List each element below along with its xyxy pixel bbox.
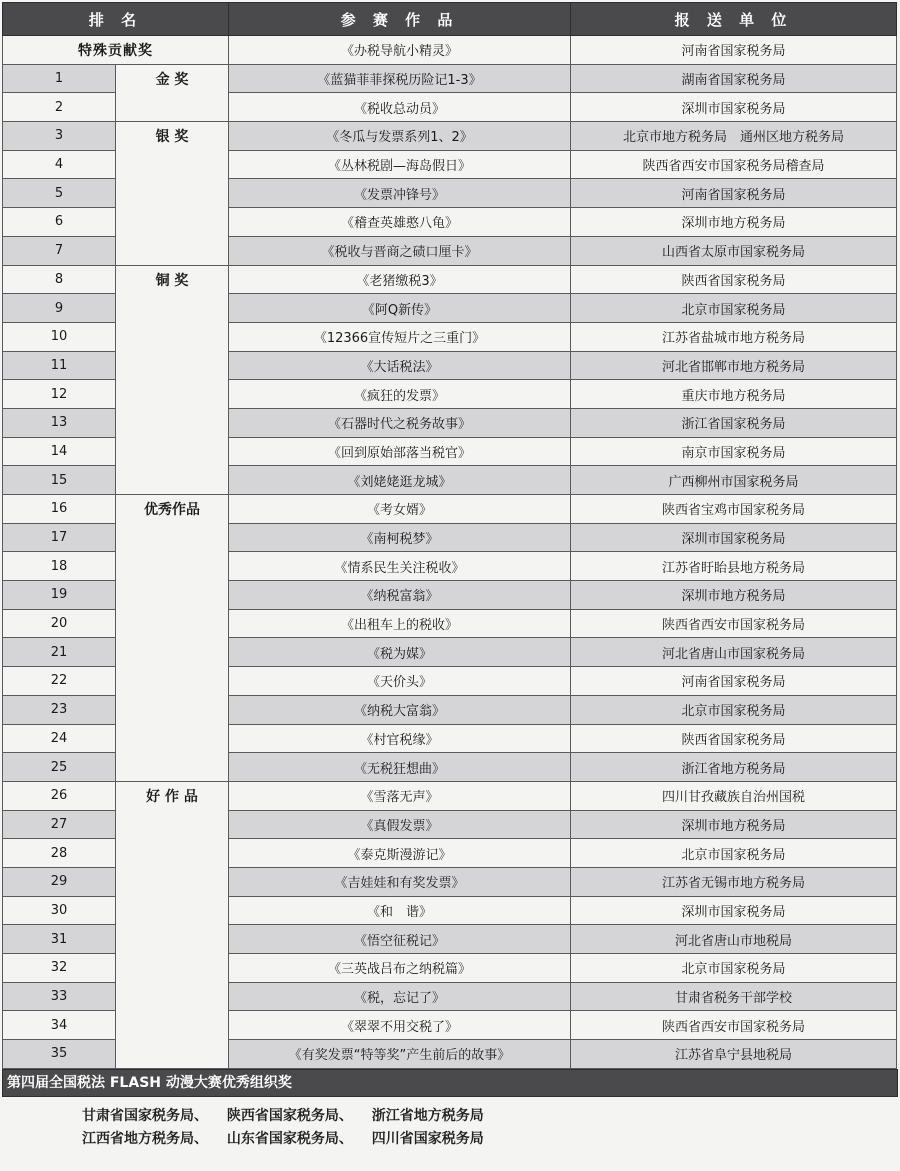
unit-cell: 四川甘孜藏族自治州国税 bbox=[571, 781, 897, 810]
rank-cell: 26 bbox=[3, 781, 116, 810]
unit-cell: 深圳市国家税务局 bbox=[571, 93, 897, 122]
work-cell: 《三英战吕布之纳税篇》 bbox=[229, 954, 571, 983]
category-cell bbox=[116, 867, 229, 896]
organization-item: 江西省地方税务局、 bbox=[82, 1130, 208, 1147]
work-cell: 《吉娃娃和有奖发票》 bbox=[229, 867, 571, 896]
category-cell bbox=[116, 236, 229, 265]
work-cell: 《稽查英雄憨八龟》 bbox=[229, 208, 571, 237]
category-label-gold: 金 奖 bbox=[116, 64, 229, 93]
rank-cell: 3 bbox=[3, 122, 116, 151]
table-row bbox=[3, 954, 897, 983]
table-row bbox=[3, 781, 897, 810]
unit-cell: 陕西省国家税务局 bbox=[571, 265, 897, 294]
work-header: 参 赛 作 品 bbox=[229, 3, 571, 36]
unit-cell: 北京市国家税务局 bbox=[571, 294, 897, 323]
unit-cell: 江苏省盱眙县地方税务局 bbox=[571, 552, 897, 581]
special-award-work: 《办税导航小精灵》 bbox=[229, 36, 571, 65]
work-cell: 《税为媒》 bbox=[229, 638, 571, 667]
results-page bbox=[2, 2, 898, 1151]
rank-cell: 15 bbox=[3, 466, 116, 495]
table-row bbox=[3, 236, 897, 265]
rank-cell: 30 bbox=[3, 896, 116, 925]
rank-cell: 2 bbox=[3, 93, 116, 122]
table-header-row bbox=[3, 3, 897, 36]
table-row bbox=[3, 982, 897, 1011]
table-row bbox=[3, 495, 897, 524]
special-award-row bbox=[3, 36, 897, 65]
category-cell bbox=[116, 208, 229, 237]
table-row bbox=[3, 552, 897, 581]
work-cell: 《翠翠不用交税了》 bbox=[229, 1011, 571, 1040]
category-label-bronze: 铜 奖 bbox=[116, 265, 229, 294]
category-cell bbox=[116, 753, 229, 782]
results-body bbox=[3, 36, 897, 1069]
work-cell: 《真假发票》 bbox=[229, 810, 571, 839]
unit-cell: 河南省国家税务局 bbox=[571, 179, 897, 208]
unit-cell: 浙江省国家税务局 bbox=[571, 408, 897, 437]
rank-cell: 1 bbox=[3, 64, 116, 93]
unit-cell: 浙江省地方税务局 bbox=[571, 753, 897, 782]
rank-cell: 20 bbox=[3, 609, 116, 638]
table-row bbox=[3, 408, 897, 437]
rank-cell: 12 bbox=[3, 380, 116, 409]
rank-cell: 11 bbox=[3, 351, 116, 380]
work-cell: 《老猪缴税3》 bbox=[229, 265, 571, 294]
rank-cell: 18 bbox=[3, 552, 116, 581]
organization-award-title: 第四届全国税法 FLASH 动漫大赛优秀组织奖 bbox=[2, 1069, 898, 1097]
rank-cell: 9 bbox=[3, 294, 116, 323]
organization-line-2 bbox=[82, 1128, 898, 1151]
work-cell: 《刘姥姥逛龙城》 bbox=[229, 466, 571, 495]
work-cell: 《回到原始部落当税官》 bbox=[229, 437, 571, 466]
category-cell bbox=[116, 322, 229, 351]
table-row bbox=[3, 695, 897, 724]
organization-item: 山东省国家税务局、 bbox=[226, 1130, 353, 1147]
category-cell bbox=[116, 839, 229, 868]
table-row bbox=[3, 724, 897, 753]
unit-cell: 深圳市地方税务局 bbox=[571, 810, 897, 839]
unit-cell: 北京市国家税务局 bbox=[571, 954, 897, 983]
rank-cell: 25 bbox=[3, 753, 116, 782]
category-cell bbox=[116, 724, 229, 753]
rank-cell: 32 bbox=[3, 954, 116, 983]
rank-cell: 7 bbox=[3, 236, 116, 265]
rank-cell: 29 bbox=[3, 867, 116, 896]
rank-cell: 13 bbox=[3, 408, 116, 437]
table-row bbox=[3, 208, 897, 237]
table-row bbox=[3, 351, 897, 380]
work-cell: 《南柯税梦》 bbox=[229, 523, 571, 552]
table-row bbox=[3, 150, 897, 179]
table-row bbox=[3, 896, 897, 925]
category-cell bbox=[116, 523, 229, 552]
rank-cell: 5 bbox=[3, 179, 116, 208]
unit-cell: 山西省太原市国家税务局 bbox=[571, 236, 897, 265]
category-cell bbox=[116, 925, 229, 954]
table-row bbox=[3, 523, 897, 552]
rank-cell: 33 bbox=[3, 982, 116, 1011]
unit-cell: 深圳市国家税务局 bbox=[571, 896, 897, 925]
unit-cell: 湖南省国家税务局 bbox=[571, 64, 897, 93]
unit-cell: 河北省邯郸市地方税务局 bbox=[571, 351, 897, 380]
category-cell bbox=[116, 954, 229, 983]
unit-cell: 江苏省无锡市地方税务局 bbox=[571, 867, 897, 896]
work-cell: 《丛林税剧—海岛假日》 bbox=[229, 150, 571, 179]
rank-cell: 22 bbox=[3, 667, 116, 696]
work-cell: 《石器时代之税务故事》 bbox=[229, 408, 571, 437]
unit-cell: 广西柳州市国家税务局 bbox=[571, 466, 897, 495]
table-row bbox=[3, 867, 897, 896]
unit-cell: 北京市国家税务局 bbox=[571, 695, 897, 724]
table-row bbox=[3, 322, 897, 351]
special-award-unit: 河南省国家税务局 bbox=[571, 36, 897, 65]
table-row bbox=[3, 925, 897, 954]
rank-cell: 6 bbox=[3, 208, 116, 237]
category-label-excellent: 优秀作品 bbox=[116, 495, 229, 524]
unit-cell: 陕西省国家税务局 bbox=[571, 724, 897, 753]
unit-cell: 陕西省宝鸡市国家税务局 bbox=[571, 495, 897, 524]
category-label-silver: 银 奖 bbox=[116, 122, 229, 151]
table-row bbox=[3, 1011, 897, 1040]
unit-cell: 北京市地方税务局 通州区地方税务局 bbox=[571, 122, 897, 151]
category-cell bbox=[116, 667, 229, 696]
rank-cell: 4 bbox=[3, 150, 116, 179]
category-label-good: 好 作 品 bbox=[116, 781, 229, 810]
category-cell bbox=[116, 638, 229, 667]
unit-cell: 深圳市地方税务局 bbox=[571, 581, 897, 610]
table-row bbox=[3, 294, 897, 323]
rank-cell: 14 bbox=[3, 437, 116, 466]
unit-cell: 江苏省阜宁县地税局 bbox=[571, 1040, 897, 1069]
unit-cell: 河北省唐山市国家税务局 bbox=[571, 638, 897, 667]
work-cell: 《发票冲锋号》 bbox=[229, 179, 571, 208]
category-cell bbox=[116, 408, 229, 437]
category-cell bbox=[116, 93, 229, 122]
rank-cell: 17 bbox=[3, 523, 116, 552]
category-cell bbox=[116, 552, 229, 581]
rank-cell: 10 bbox=[3, 322, 116, 351]
rank-cell: 19 bbox=[3, 581, 116, 610]
table-row bbox=[3, 1040, 897, 1069]
category-cell bbox=[116, 609, 229, 638]
category-cell bbox=[116, 810, 229, 839]
unit-cell: 深圳市国家税务局 bbox=[571, 523, 897, 552]
table-row bbox=[3, 466, 897, 495]
work-cell: 《情系民生关注税收》 bbox=[229, 552, 571, 581]
unit-cell: 陕西省西安市国家税务局稽查局 bbox=[571, 150, 897, 179]
table-row bbox=[3, 581, 897, 610]
unit-cell: 南京市国家税务局 bbox=[571, 437, 897, 466]
work-cell: 《疯狂的发票》 bbox=[229, 380, 571, 409]
rank-cell: 34 bbox=[3, 1011, 116, 1040]
work-cell: 《纳税富翁》 bbox=[229, 581, 571, 610]
work-cell: 《考女婿》 bbox=[229, 495, 571, 524]
unit-cell: 陕西省西安市国家税务局 bbox=[571, 609, 897, 638]
category-cell bbox=[116, 581, 229, 610]
category-cell bbox=[116, 695, 229, 724]
rank-cell: 23 bbox=[3, 695, 116, 724]
organization-item: 四川省国家税务局 bbox=[371, 1130, 484, 1147]
table-row bbox=[3, 93, 897, 122]
category-cell bbox=[116, 1011, 229, 1040]
unit-cell: 江苏省盐城市地方税务局 bbox=[571, 322, 897, 351]
rank-cell: 35 bbox=[3, 1040, 116, 1069]
work-cell: 《12366宣传短片之三重门》 bbox=[229, 322, 571, 351]
work-cell: 《税收总动员》 bbox=[229, 93, 571, 122]
results-table bbox=[2, 2, 897, 1069]
work-cell: 《天价头》 bbox=[229, 667, 571, 696]
category-cell bbox=[116, 150, 229, 179]
organization-item: 甘肃省国家税务局、 bbox=[82, 1107, 208, 1124]
category-cell bbox=[116, 351, 229, 380]
work-cell: 《大话税法》 bbox=[229, 351, 571, 380]
work-cell: 《税，忘记了》 bbox=[229, 982, 571, 1011]
unit-header: 报 送 单 位 bbox=[571, 3, 897, 36]
rank-cell: 31 bbox=[3, 925, 116, 954]
rank-cell: 24 bbox=[3, 724, 116, 753]
category-cell bbox=[116, 380, 229, 409]
table-row bbox=[3, 753, 897, 782]
table-row bbox=[3, 609, 897, 638]
work-cell: 《纳税大富翁》 bbox=[229, 695, 571, 724]
work-cell: 《阿Q新传》 bbox=[229, 294, 571, 323]
work-cell: 《悟空征税记》 bbox=[229, 925, 571, 954]
table-row bbox=[3, 122, 897, 151]
rank-cell: 16 bbox=[3, 495, 116, 524]
work-cell: 《冬瓜与发票系列1、2》 bbox=[229, 122, 571, 151]
unit-cell: 河南省国家税务局 bbox=[571, 667, 897, 696]
work-cell: 《和 谐》 bbox=[229, 896, 571, 925]
table-row bbox=[3, 380, 897, 409]
work-cell: 《蓝猫菲菲探税历险记1-3》 bbox=[229, 64, 571, 93]
organization-award-list bbox=[2, 1097, 898, 1151]
category-cell bbox=[116, 466, 229, 495]
table-row bbox=[3, 810, 897, 839]
organization-item: 陕西省国家税务局、 bbox=[226, 1107, 353, 1124]
table-row bbox=[3, 265, 897, 294]
table-row bbox=[3, 839, 897, 868]
rank-header: 排 名 bbox=[3, 3, 229, 36]
unit-cell: 陕西省西安市国家税务局 bbox=[571, 1011, 897, 1040]
rank-cell: 27 bbox=[3, 810, 116, 839]
category-cell bbox=[116, 1040, 229, 1069]
unit-cell: 深圳市地方税务局 bbox=[571, 208, 897, 237]
work-cell: 《雪落无声》 bbox=[229, 781, 571, 810]
work-cell: 《有奖发票“特等奖”产生前后的故事》 bbox=[229, 1040, 571, 1069]
rank-cell: 28 bbox=[3, 839, 116, 868]
category-cell bbox=[116, 179, 229, 208]
work-cell: 《村官税缘》 bbox=[229, 724, 571, 753]
organization-item: 浙江省地方税务局 bbox=[371, 1107, 484, 1124]
work-cell: 《无税狂想曲》 bbox=[229, 753, 571, 782]
category-cell bbox=[116, 896, 229, 925]
organization-line-1 bbox=[82, 1105, 898, 1128]
table-row bbox=[3, 179, 897, 208]
work-cell: 《出租车上的税收》 bbox=[229, 609, 571, 638]
rank-cell: 21 bbox=[3, 638, 116, 667]
unit-cell: 河北省唐山市地税局 bbox=[571, 925, 897, 954]
category-cell bbox=[116, 294, 229, 323]
work-cell: 《泰克斯漫游记》 bbox=[229, 839, 571, 868]
special-award-label: 特殊贡献奖 bbox=[3, 36, 229, 65]
category-cell bbox=[116, 437, 229, 466]
rank-cell: 8 bbox=[3, 265, 116, 294]
table-row bbox=[3, 64, 897, 93]
table-row bbox=[3, 667, 897, 696]
category-cell bbox=[116, 982, 229, 1011]
table-row bbox=[3, 437, 897, 466]
unit-cell: 重庆市地方税务局 bbox=[571, 380, 897, 409]
unit-cell: 北京市国家税务局 bbox=[571, 839, 897, 868]
work-cell: 《税收与晋商之碛口厘卡》 bbox=[229, 236, 571, 265]
unit-cell: 甘肃省税务干部学校 bbox=[571, 982, 897, 1011]
table-row bbox=[3, 638, 897, 667]
